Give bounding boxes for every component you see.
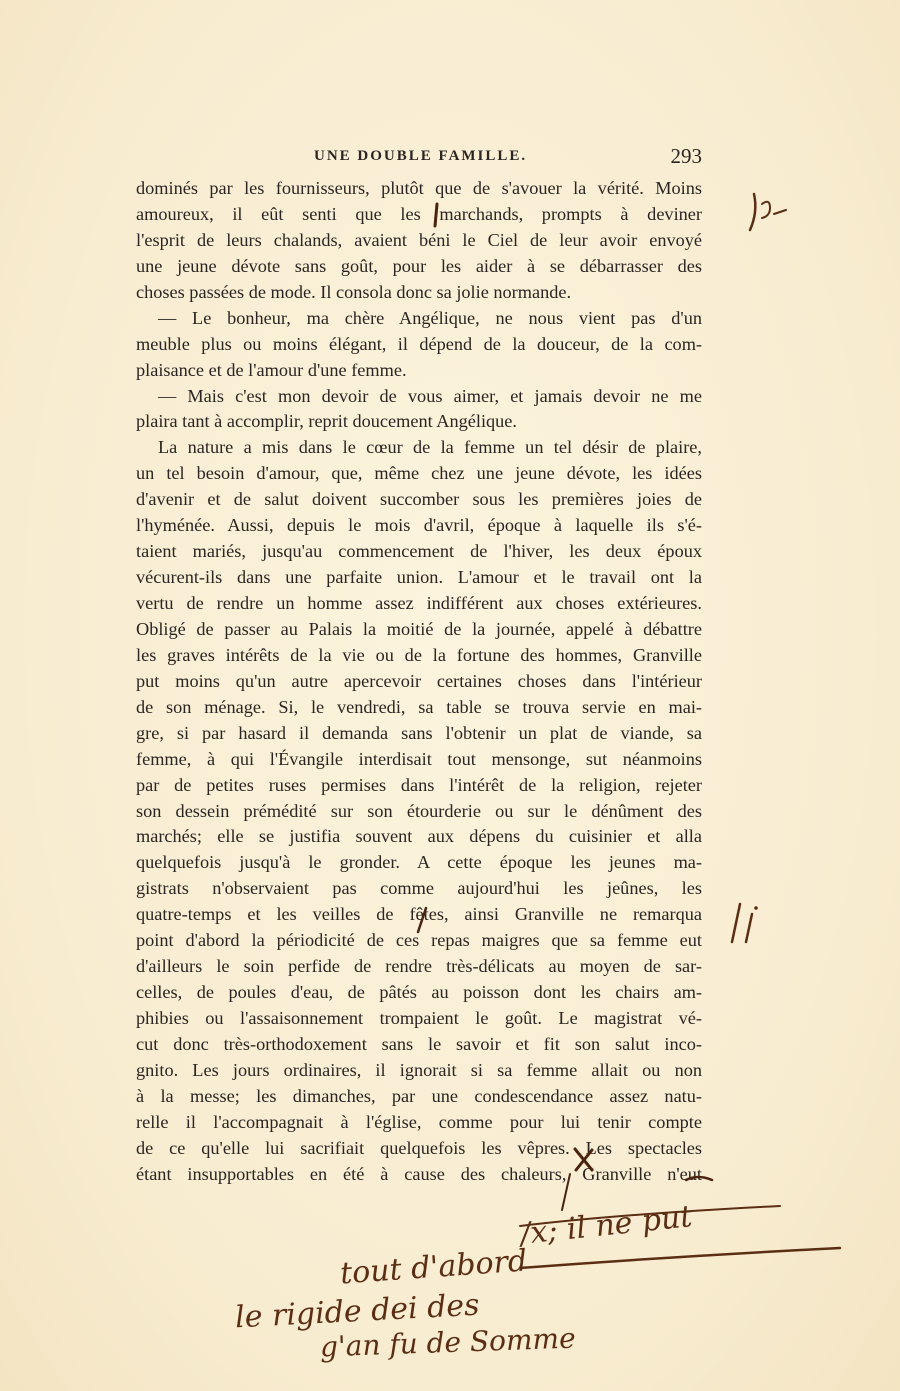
text-line: choses passées de mode. Il consola donc sa jolie normande. <box>136 281 572 302</box>
text-line: l'hyménée. Aussi, depuis le mois d'avril, époque à laquelle ils s'é- <box>136 515 702 536</box>
text-line: quatre-temps et les veilles de fêtes, ainsi Granville ne remarqua <box>136 904 702 925</box>
text-line: les graves intérêts de la vie ou de la fortune des hommes, Granville <box>136 644 702 665</box>
text-line: une jeune dévote sans goût, pour les aider à se débarrasser des <box>136 255 702 276</box>
insertion-mark-line2 <box>425 202 445 230</box>
insertion-mark-line29 <box>410 906 432 936</box>
text-line: de son ménage. Si, le vendredi, sa table se trouva servie en mai- <box>136 696 702 717</box>
text-line: taient mariés, jusqu'au commencement de l'hiver, les deux époux <box>136 541 702 562</box>
text-line: put moins qu'un autre apercevoir certaines choses dans l'intérieur <box>136 670 702 691</box>
text-line: relle il l'accompagnait à l'église, comme pour lui tenir compte <box>136 1111 702 1132</box>
text-line: d'ailleurs le soin perfide de rendre très-délicats au moyen de sar- <box>136 956 702 977</box>
text-line: étant insupportables en été à cause des chaleurs, Granville n'eut <box>136 1163 702 1184</box>
text-line: gre, si par hasard il demanda sans l'obtenir un plat de viande, sa <box>136 722 702 743</box>
text-line: marchés; elle se justifia souvent aux dépens du cuisinier et alla <box>136 826 702 847</box>
text-line: à la messe; les dimanches, par une condescendance assez natu- <box>136 1085 702 1106</box>
text-line: vécurent-ils dans une parfaite union. L'amour et le travail ont la <box>136 567 702 588</box>
margin-note-top-right-text <box>800 196 802 197</box>
text-line: plaira tant à accomplir, reprit doucement Angélique. <box>136 411 517 432</box>
page-number: 293 <box>670 144 702 168</box>
text-line: par de petites ruses permises dans l'intérêt de la religion, rejeter <box>136 774 702 795</box>
text-line: gnito. Les jours ordinaires, il ignorait si sa femme allait ou non <box>136 1059 702 1080</box>
text-line: vertu de rendre un homme assez indifférent aux choses extérieures. <box>136 593 702 613</box>
text-line: plaisance et de l'amour d'une femme. <box>136 359 407 380</box>
margin-note-top-right-mark <box>744 190 790 234</box>
text-line: quelquefois jusqu'à le gronder. A cette époque les jeunes ma- <box>136 852 702 873</box>
text-line: — Le bonheur, ma chère Angélique, ne nous vient pas d'un <box>158 307 702 328</box>
handwritten-line-1: /x; il ne put <box>518 1199 694 1252</box>
text-line: cut donc très-orthodoxement sans le savoir et fit son salut inco- <box>136 1033 702 1054</box>
text-line: point d'abord la périodicité de ces repas maigres que sa femme eut <box>136 930 702 951</box>
text-line: d'avenir et de salut doivent succomber sous les premières joies de <box>136 489 702 510</box>
text-line: femme, à qui l'Évangile interdisait tout mensonge, sut néanmoins <box>136 748 702 769</box>
page-header <box>136 146 702 170</box>
text-line: un tel besoin d'amour, que, même chez une jeune dévote, les idées <box>136 463 702 484</box>
text-line: gistrats n'observaient pas comme aujourd'hui les jeûnes, les <box>136 878 702 899</box>
handwritten-line-4: g'an fu de Somme <box>319 1321 577 1364</box>
body-text <box>136 176 702 1188</box>
text-line: La nature a mis dans le cœur de la femme un tel désir de plaire, <box>158 437 702 458</box>
text-line: de ce qu'elle lui sacrifiait quelquefois les vêpres. Les spectacles <box>136 1137 702 1158</box>
text-line: Obligé de passer au Palais la moitié de la journée, appelé à débattre <box>136 618 702 639</box>
text-line: — Mais c'est mon devoir de vous aimer, et jamais devoir ne me <box>158 385 702 406</box>
text-line: phibies ou l'assaisonnement trompaient le goût. Le magistrat vé- <box>136 1008 702 1028</box>
text-line: celles, de poules d'eau, de pâtés au poisson dont les chairs am- <box>136 982 702 1003</box>
running-head: UNE DOUBLE FAMILLE. <box>314 148 528 164</box>
text-line: amoureux, il eût senti que les marchands, prompts à deviner <box>136 203 702 224</box>
text-line: son dessein prémédité sur son étourderie ou sur le dénûment des <box>136 800 702 821</box>
margin-note-mid-right-mark <box>728 900 772 946</box>
handwritten-line-2: tout d'abord <box>339 1243 529 1292</box>
margin-note-mid-right-text <box>790 908 791 909</box>
handwritten-line-3: le rigide dei des <box>234 1287 481 1336</box>
text-line: l'esprit de leurs chalands, avaient béni le Ciel de leur avoir envoyé <box>136 229 702 250</box>
text-line: dominés par les fournisseurs, plutôt que de s'avouer la vérité. Moins <box>136 178 702 198</box>
text-line: meuble plus ou moins élégant, il dépend de la douceur, de la com- <box>136 333 702 354</box>
